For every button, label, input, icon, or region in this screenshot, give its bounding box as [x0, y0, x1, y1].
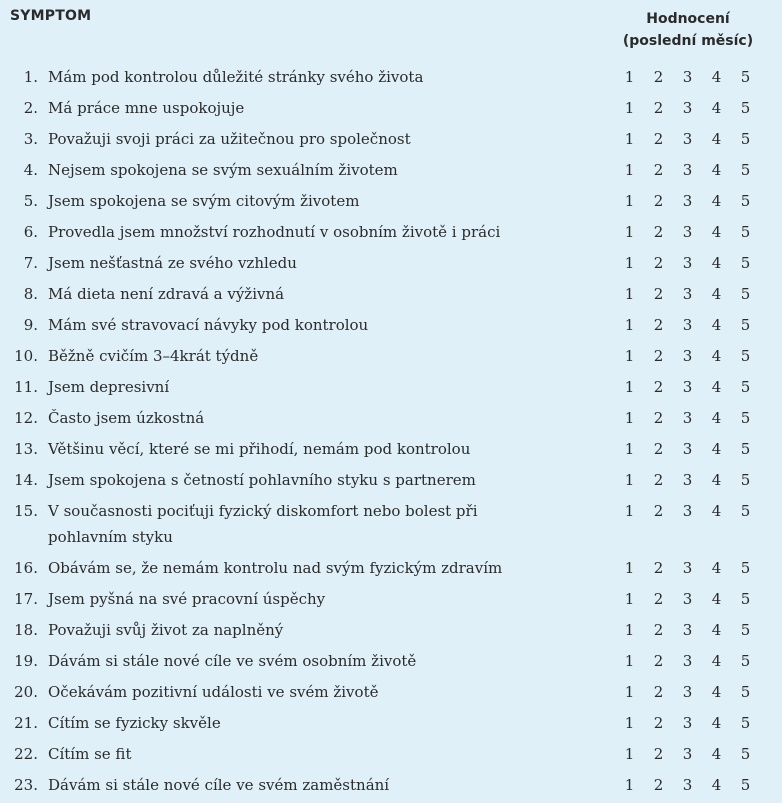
rating-scale: [615, 405, 760, 431]
rating-scale: [615, 157, 760, 183]
symptom-row: [0, 374, 782, 405]
rating-option-3[interactable]: 3: [682, 161, 693, 179]
symptom-row: [0, 250, 782, 281]
item-number: 22.: [14, 745, 38, 763]
item-text: Jsem spokojena s četností pohlavního styku s partnerem: [48, 471, 476, 489]
symptom-row: [0, 95, 782, 126]
rating-option-3[interactable]: 3: [682, 590, 693, 608]
rating-option-1[interactable]: 1: [624, 652, 635, 670]
item-text: Obávám se, že nemám kontrolu nad svým fyzickým zdravím: [48, 559, 503, 577]
rating-option-2[interactable]: 2: [653, 68, 664, 86]
symptom-row: [0, 710, 782, 741]
rating-option-5[interactable]: 5: [740, 745, 751, 763]
rating-option-4[interactable]: 4: [711, 285, 722, 303]
symptom-row: [0, 617, 782, 648]
rating-option-5[interactable]: 5: [740, 683, 751, 701]
rating-option-5[interactable]: 5: [740, 130, 751, 148]
rating-header-title: Hodnocení: [646, 11, 730, 27]
item-text: Jsem pyšná na své pracovní úspěchy: [48, 590, 326, 608]
rating-option-1[interactable]: 1: [624, 316, 635, 334]
rating-option-3[interactable]: 3: [682, 683, 693, 701]
rating-option-4[interactable]: 4: [711, 471, 722, 489]
symptom-row: [0, 405, 782, 436]
item-text: Provedla jsem množství rozhodnutí v osobním životě i práci: [48, 223, 501, 241]
item-number: 14.: [14, 471, 38, 489]
rating-option-1[interactable]: 1: [624, 378, 635, 396]
rating-scale: [615, 741, 760, 767]
item-number: 2.: [23, 99, 38, 117]
rating-option-3[interactable]: 3: [682, 776, 693, 794]
rating-option-1[interactable]: 1: [624, 347, 635, 365]
symptom-row: [0, 679, 782, 710]
rating-option-3[interactable]: 3: [682, 68, 693, 86]
symptom-header: SYMPTOM: [10, 8, 92, 24]
rating-option-5[interactable]: 5: [740, 409, 751, 427]
rating-scale: [615, 374, 760, 400]
rating-option-2[interactable]: 2: [653, 192, 664, 210]
rating-option-5[interactable]: 5: [740, 714, 751, 732]
rating-option-5[interactable]: 5: [740, 192, 751, 210]
rating-option-5[interactable]: 5: [740, 285, 751, 303]
rating-option-4[interactable]: 4: [711, 68, 722, 86]
rating-option-2[interactable]: 2: [653, 99, 664, 117]
rating-option-1[interactable]: 1: [624, 440, 635, 458]
item-number: 10.: [14, 347, 38, 365]
rating-option-3[interactable]: 3: [682, 621, 693, 639]
rating-option-2[interactable]: 2: [653, 161, 664, 179]
item-text: Cítím se fyzicky skvěle: [48, 714, 221, 732]
rating-option-1[interactable]: 1: [624, 714, 635, 732]
rating-scale: [615, 281, 760, 307]
rating-option-3[interactable]: 3: [682, 714, 693, 732]
symptom-row: [0, 188, 782, 219]
item-text: Často jsem úzkostná: [48, 409, 205, 427]
item-number: 19.: [14, 652, 38, 670]
rating-option-5[interactable]: 5: [740, 347, 751, 365]
rating-option-3[interactable]: 3: [682, 347, 693, 365]
rating-scale: [615, 679, 760, 705]
item-text: Běžně cvičím 3–4krát týdně: [48, 347, 259, 365]
rating-option-2[interactable]: 2: [653, 440, 664, 458]
rating-scale: [615, 219, 760, 245]
item-number: 8.: [23, 285, 38, 303]
rating-scale: [615, 188, 760, 214]
rating-header: [600, 8, 776, 52]
rating-option-3[interactable]: 3: [682, 285, 693, 303]
rating-option-1[interactable]: 1: [624, 223, 635, 241]
rating-option-5[interactable]: 5: [740, 590, 751, 608]
item-text: Většinu věcí, které se mi přihodí, nemám pod kontrolou: [48, 440, 471, 458]
item-number: 5.: [23, 192, 38, 210]
item-text: Mám své stravovací návyky pod kontrolou: [48, 316, 369, 334]
rating-option-4[interactable]: 4: [711, 192, 722, 210]
rating-option-1[interactable]: 1: [624, 130, 635, 148]
item-number: 11.: [14, 378, 38, 396]
symptom-row: [0, 772, 782, 803]
rating-option-2[interactable]: 2: [653, 378, 664, 396]
rating-option-2[interactable]: 2: [653, 621, 664, 639]
symptom-row: [0, 498, 782, 555]
item-text: Mám pod kontrolou důležité stránky svého života: [48, 68, 424, 86]
rating-option-1[interactable]: 1: [624, 68, 635, 86]
rating-option-2[interactable]: 2: [653, 130, 664, 148]
item-number: 1.: [23, 68, 38, 86]
item-number: 15.: [14, 502, 38, 520]
rating-option-1[interactable]: 1: [624, 99, 635, 117]
rating-option-5[interactable]: 5: [740, 254, 751, 272]
item-number: 21.: [14, 714, 38, 732]
item-text: Má práce mne uspokojuje: [48, 99, 245, 117]
rating-option-4[interactable]: 4: [711, 316, 722, 334]
item-number: 18.: [14, 621, 38, 639]
rating-option-3[interactable]: 3: [682, 99, 693, 117]
symptom-row: [0, 648, 782, 679]
symptom-row: [0, 126, 782, 157]
rating-option-4[interactable]: 4: [711, 621, 722, 639]
item-number: 7.: [23, 254, 38, 272]
item-text: Považuji svůj život za naplněný: [48, 621, 284, 639]
rating-scale: [615, 710, 760, 736]
symptom-row: [0, 343, 782, 374]
item-number: 9.: [23, 316, 38, 334]
rating-option-1[interactable]: 1: [624, 409, 635, 427]
rating-option-2[interactable]: 2: [653, 714, 664, 732]
rating-option-2[interactable]: 2: [653, 254, 664, 272]
rating-option-3[interactable]: 3: [682, 378, 693, 396]
rating-option-1[interactable]: 1: [624, 471, 635, 489]
item-number: 23.: [14, 776, 38, 794]
rating-scale: [615, 467, 760, 493]
rating-option-4[interactable]: 4: [711, 347, 722, 365]
item-number: 3.: [23, 130, 38, 148]
rating-option-2[interactable]: 2: [653, 776, 664, 794]
rating-option-2[interactable]: 2: [653, 347, 664, 365]
symptom-row: [0, 281, 782, 312]
rating-option-1[interactable]: 1: [624, 683, 635, 701]
rating-option-2[interactable]: 2: [653, 683, 664, 701]
rating-scale: [615, 95, 760, 121]
symptom-row: [0, 467, 782, 498]
rating-option-2[interactable]: 2: [653, 590, 664, 608]
rating-option-1[interactable]: 1: [624, 776, 635, 794]
rating-option-4[interactable]: 4: [711, 590, 722, 608]
symptom-row: [0, 64, 782, 95]
rating-option-5[interactable]: 5: [740, 316, 751, 334]
symptom-row: [0, 436, 782, 467]
symptom-row: [0, 219, 782, 250]
rating-option-2[interactable]: 2: [653, 223, 664, 241]
rating-option-4[interactable]: 4: [711, 378, 722, 396]
rating-option-1[interactable]: 1: [624, 621, 635, 639]
rating-option-5[interactable]: 5: [740, 502, 751, 520]
rating-option-1[interactable]: 1: [624, 559, 635, 577]
rating-scale: [615, 436, 760, 462]
rating-scale: [615, 498, 760, 524]
item-number: 16.: [14, 559, 38, 577]
item-text: Nejsem spokojena se svým sexuálním životem: [48, 161, 398, 179]
symptom-list: [0, 64, 782, 803]
rating-option-4[interactable]: 4: [711, 502, 722, 520]
rating-option-2[interactable]: 2: [653, 652, 664, 670]
rating-option-5[interactable]: 5: [740, 99, 751, 117]
rating-option-1[interactable]: 1: [624, 590, 635, 608]
rating-option-3[interactable]: 3: [682, 440, 693, 458]
item-number: 17.: [14, 590, 38, 608]
rating-option-5[interactable]: 5: [740, 68, 751, 86]
item-text: Dávám si stále nové cíle ve svém zaměstnání: [48, 776, 390, 794]
rating-option-5[interactable]: 5: [740, 471, 751, 489]
rating-scale: [615, 343, 760, 369]
rating-option-3[interactable]: 3: [682, 471, 693, 489]
rating-option-4[interactable]: 4: [711, 254, 722, 272]
item-number: 13.: [14, 440, 38, 458]
rating-option-1[interactable]: 1: [624, 502, 635, 520]
rating-scale: [615, 586, 760, 612]
item-number: 4.: [23, 161, 38, 179]
rating-option-2[interactable]: 2: [653, 409, 664, 427]
rating-option-3[interactable]: 3: [682, 502, 693, 520]
rating-option-3[interactable]: 3: [682, 559, 693, 577]
rating-option-5[interactable]: 5: [740, 776, 751, 794]
rating-option-4[interactable]: 4: [711, 776, 722, 794]
item-number: 12.: [14, 409, 38, 427]
rating-scale: [615, 555, 760, 581]
item-text: Cítím se fit: [48, 745, 132, 763]
rating-option-2[interactable]: 2: [653, 745, 664, 763]
rating-scale: [615, 617, 760, 643]
item-text: Považuji svoji práci za užitečnou pro společnost: [48, 130, 411, 148]
rating-option-3[interactable]: 3: [682, 254, 693, 272]
symptom-row: [0, 555, 782, 586]
rating-header-period: (poslední měsíc): [622, 33, 754, 49]
rating-option-5[interactable]: 5: [740, 559, 751, 577]
rating-option-1[interactable]: 1: [624, 745, 635, 763]
symptom-row: [0, 312, 782, 343]
rating-option-5[interactable]: 5: [740, 378, 751, 396]
rating-scale: [615, 126, 760, 152]
item-text: V současnosti pociťuji fyzický diskomfort nebo bolest při pohlavním styku: [48, 502, 478, 546]
rating-option-3[interactable]: 3: [682, 223, 693, 241]
rating-option-4[interactable]: 4: [711, 559, 722, 577]
item-number: 6.: [23, 223, 38, 241]
symptom-row: [0, 586, 782, 617]
item-text: Má dieta není zdravá a výživná: [48, 285, 285, 303]
rating-option-4[interactable]: 4: [711, 161, 722, 179]
rating-scale: [615, 250, 760, 276]
rating-option-3[interactable]: 3: [682, 745, 693, 763]
rating-option-3[interactable]: 3: [682, 652, 693, 670]
rating-option-4[interactable]: 4: [711, 652, 722, 670]
rating-option-1[interactable]: 1: [624, 161, 635, 179]
rating-option-3[interactable]: 3: [682, 409, 693, 427]
rating-option-1[interactable]: 1: [624, 254, 635, 272]
rating-scale: [615, 312, 760, 338]
symptom-row: [0, 741, 782, 772]
rating-option-4[interactable]: 4: [711, 223, 722, 241]
rating-option-3[interactable]: 3: [682, 130, 693, 148]
rating-option-5[interactable]: 5: [740, 161, 751, 179]
rating-option-5[interactable]: 5: [740, 652, 751, 670]
rating-option-3[interactable]: 3: [682, 316, 693, 334]
item-text: Jsem spokojena se svým citovým životem: [48, 192, 360, 210]
rating-option-2[interactable]: 2: [653, 316, 664, 334]
rating-option-2[interactable]: 2: [653, 285, 664, 303]
rating-option-4[interactable]: 4: [711, 440, 722, 458]
rating-scale: [615, 648, 760, 674]
rating-option-4[interactable]: 4: [711, 130, 722, 148]
rating-option-4[interactable]: 4: [711, 683, 722, 701]
rating-option-2[interactable]: 2: [653, 502, 664, 520]
item-text: Očekávám pozitivní události ve svém životě: [48, 683, 379, 701]
rating-option-2[interactable]: 2: [653, 471, 664, 489]
rating-option-4[interactable]: 4: [711, 745, 722, 763]
symptom-row: [0, 157, 782, 188]
rating-scale: [615, 772, 760, 798]
rating-option-3[interactable]: 3: [682, 192, 693, 210]
rating-option-1[interactable]: 1: [624, 192, 635, 210]
item-text: Jsem nešťastná ze svého vzhledu: [48, 254, 297, 272]
rating-option-4[interactable]: 4: [711, 409, 722, 427]
rating-option-5[interactable]: 5: [740, 223, 751, 241]
rating-option-2[interactable]: 2: [653, 559, 664, 577]
item-text: Jsem depresivní: [48, 378, 170, 396]
rating-option-4[interactable]: 4: [711, 714, 722, 732]
rating-scale: [615, 64, 760, 90]
rating-option-5[interactable]: 5: [740, 440, 751, 458]
item-number: 20.: [14, 683, 38, 701]
rating-option-1[interactable]: 1: [624, 285, 635, 303]
rating-option-5[interactable]: 5: [740, 621, 751, 639]
rating-option-4[interactable]: 4: [711, 99, 722, 117]
item-text: Dávám si stále nové cíle ve svém osobním životě: [48, 652, 417, 670]
